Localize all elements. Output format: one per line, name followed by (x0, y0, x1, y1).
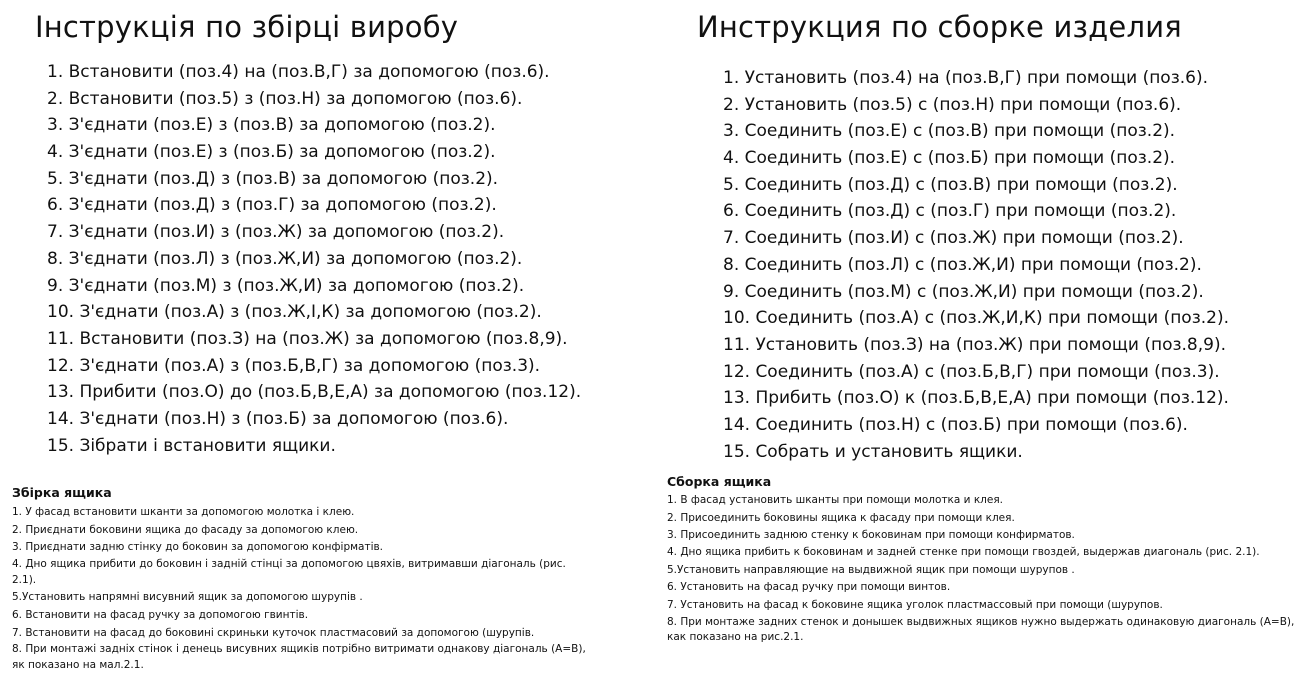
assembly-steps-list (47, 59, 581, 459)
assembly-step: 15. Зібрати і встановити ящики. (47, 435, 336, 456)
drawer-step: 1. У фасад встановити шканти за допомогою молотка і клею. (12, 506, 355, 518)
drawer-step: 3. Присоединить заднюю стенку к боковинам при помощи конфирматов. (667, 529, 1075, 542)
assembly-step: 14. Соединить (поз.Н) с (поз.Б) при помощи (поз.6). (723, 414, 1188, 435)
assembly-step: 5. З'єднати (поз.Д) з (поз.В) за допомогою (поз.2). (47, 168, 499, 189)
assembly-step: 3. Соединить (поз.Е) с (поз.В) при помощи (поз.2). (723, 121, 1176, 142)
assembly-steps-list (723, 65, 1229, 465)
assembly-step: 7. З'єднати (поз.И) з (поз.Ж) за допомогою (поз.2). (47, 222, 505, 243)
assembly-step: 1. Встановити (поз.4) на (поз.В,Г) за допомогою (поз.6). (47, 62, 550, 82)
drawer-step: 7. Установить на фасад к боковине ящика уголок пластмассовый при помощи (шурупов. (667, 599, 1163, 612)
assembly-step: 4. З'єднати (поз.Е) з (поз.Б) за допомогою (поз.2). (47, 142, 496, 163)
drawer-step: 8. При монтаже задних стенок и донышек выдвижных ящиков нужно выдержать одинаковую диагональ (А=В), как показано на рис.2.1. (667, 615, 1295, 644)
drawer-step: 5.Установить направляющие на выдвижной ящик при помощи шурупов . (667, 563, 1075, 576)
drawer-step: 7. Встановити на фасад до боковині скриньки куточок пластмасовий за допомогою (шурупів. (12, 626, 535, 639)
drawer-step: 5.Установить напрямні висувний ящик за допомогою шурупів . (12, 591, 363, 604)
assembly-step: 6. З'єднати (поз.Д) з (поз.Г) за допомогою (поз.2). (47, 195, 497, 216)
drawer-step: 6. Установить на фасад ручку при помощи винтов. (667, 581, 951, 594)
assembly-step: 4. Соединить (поз.Е) с (поз.Б) при помощи (поз.2). (723, 148, 1176, 169)
drawer-assembly-heading: Сборка ящика (667, 474, 772, 489)
drawer-assembly-heading: Збірка ящика (12, 485, 112, 500)
drawer-step: 3. Приєднати задню стінку до боковин за допомогою конфірматів. (12, 541, 384, 554)
drawer-step: 2. Приєднати боковини ящика до фасаду за допомогою клею. (12, 523, 359, 536)
assembly-step: 11. Встановити (поз.З) на (поз.Ж) за допомогою (поз.8,9). (47, 328, 568, 349)
drawer-step: 6. Встановити на фасад ручку за допомогою гвинтів. (12, 608, 309, 621)
assembly-step: 2. Встановити (поз.5) з (поз.Н) за допомогою (поз.6). (47, 88, 523, 109)
drawer-step: 1. В фасад установить шканты при помощи молотка и клея. (667, 494, 1004, 506)
assembly-step: 2. Установить (поз.5) с (поз.Н) при помощи (поз.6). (723, 94, 1182, 115)
drawer-step: 2. Присоединить боковины ящика к фасаду при помощи клея. (667, 511, 1015, 524)
assembly-step: 12. Соединить (поз.А) с (поз.Б,В,Г) при помощи (поз.3). (723, 361, 1220, 382)
assembly-step: 11. Установить (поз.З) на (поз.Ж) при помощи (поз.8,9). (723, 334, 1227, 355)
assembly-step: 3. З'єднати (поз.Е) з (поз.В) за допомогою (поз.2). (47, 115, 496, 136)
assembly-step: 15. Собрать и установить ящики. (723, 441, 1023, 462)
page-title: Инструкция по сборке изделия (697, 10, 1182, 44)
assembly-step: 6. Соединить (поз.Д) с (поз.Г) при помощи (поз.2). (723, 201, 1177, 222)
drawer-assembly-list (12, 504, 592, 675)
assembly-step: 13. Прибити (поз.О) до (поз.Б,В,Е,А) за допомогою (поз.12). (47, 382, 582, 403)
assembly-step: 8. Соединить (поз.Л) с (поз.Ж,И) при помощи (поз.2). (723, 254, 1202, 275)
assembly-step: 9. З'єднати (поз.М) з (поз.Ж,И) за допомогою (поз.2). (47, 275, 525, 296)
instructions-russian (655, 0, 1315, 700)
drawer-step: 8. При монтажі задніх стінок і денець висувних ящиків потрібно витримати однакову діагональ (А=В), як показано на мал.2.1. (12, 643, 586, 671)
assembly-step: 10. З'єднати (поз.А) з (поз.Ж,І,К) за допомогою (поз.2). (47, 302, 542, 323)
assembly-step: 9. Соединить (поз.М) с (поз.Ж,И) при помощи (поз.2). (723, 281, 1204, 302)
assembly-step: 5. Соединить (поз.Д) с (поз.В) при помощи (поз.2). (723, 174, 1178, 195)
drawer-step: 4. Дно ящика прибити до боковин і задній стінці за допомогою цвяхів, витримавши діагональ (рис. 2.1). (12, 558, 566, 586)
assembly-step: 13. Прибить (поз.О) к (поз.Б,В,Е,А) при помощи (поз.12). (723, 388, 1229, 409)
assembly-step: 8. З'єднати (поз.Л) з (поз.Ж,И) за допомогою (поз.2). (47, 248, 523, 269)
assembly-step: 1. Установить (поз.4) на (поз.В,Г) при помощи (поз.6). (723, 68, 1209, 88)
assembly-step: 10. Соединить (поз.А) с (поз.Ж,И,К) при помощи (поз.2). (723, 308, 1230, 329)
instructions-ukrainian (0, 0, 655, 700)
drawer-step: 4. Дно ящика прибить к боковинам и задней стенке при помощи гвоздей, выдержав диагональ (рис. 2.1). (667, 546, 1260, 559)
assembly-step: 12. З'єднати (поз.А) з (поз.Б,В,Г) за допомогою (поз.3). (47, 355, 541, 376)
drawer-assembly-list (667, 492, 1307, 647)
assembly-step: 7. Соединить (поз.И) с (поз.Ж) при помощи (поз.2). (723, 228, 1184, 249)
assembly-step: 14. З'єднати (поз.Н) з (поз.Б) за допомогою (поз.6). (47, 408, 509, 429)
page-title: Інструкція по збірці виробу (35, 10, 459, 44)
